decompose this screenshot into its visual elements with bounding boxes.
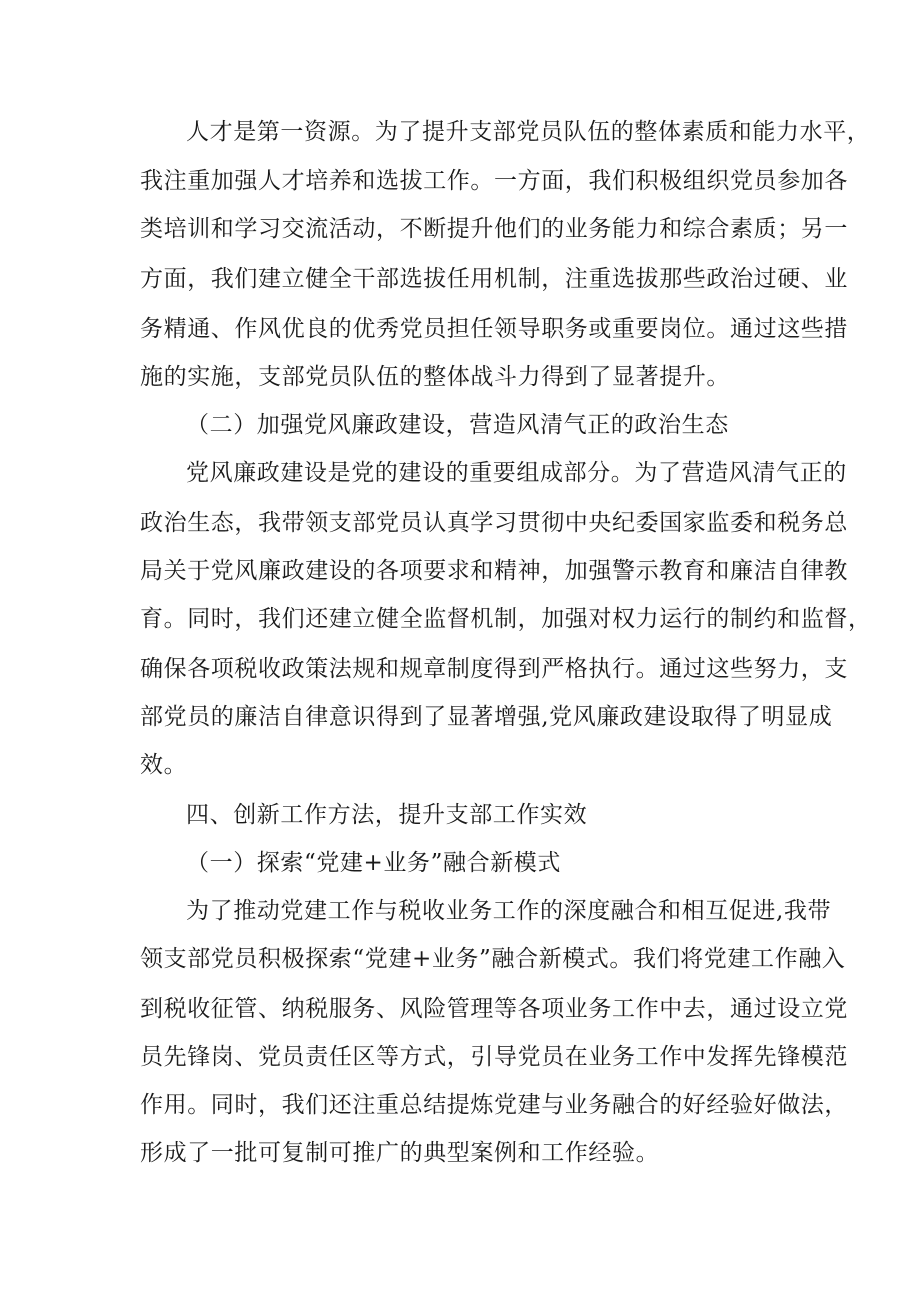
paragraph-2-line-3: 局关于党风廉政建设的各项要求和精神，加强警示教育和廉洁自律教 [140,558,848,584]
paragraph-2-line-1: 党风廉政建设是党的建设的重要组成部分。为了营造风清气正的 [186,460,847,486]
paragraph-3-line-4: 员先锋岗、党员责任区等方式，引导党员在业务工作中发挥先锋模范 [140,1044,848,1070]
paragraph-2-line-6: 部党员的廉洁自律意识得到了显著增强,党风廉政建设取得了明显成 [140,704,833,730]
paragraph-3-line-3: 到税收征管、纳税服务、风险管理等各项业务工作中去，通过设立党 [140,996,848,1022]
section-heading-2: （二）加强党风廉政建设，营造风清气正的政治生态 [186,412,729,438]
paragraph-2-line-2: 政治生态，我带领支部党员认真学习贯彻中央纪委国家监委和税务总 [140,510,848,536]
paragraph-1-line-4: 方面，我们建立健全干部选拔任用机制，注重选拔那些政治过硬、业 [140,266,848,292]
paragraph-2-line-5: 确保各项税收政策法规和规章制度得到严格执行。通过这些努力，支 [140,656,848,682]
paragraph-1-line-1: 人才是第一资源。为了提升支部党员队伍的整体素质和能力水平， [186,119,871,145]
section-heading-1: （一）探索“党建+业务”融合新模式 [186,850,561,876]
paragraph-2-line-4: 育。同时，我们还建立健全监督机制，加强对权力运行的制约和监督， [140,606,872,632]
paragraph-1-line-5: 务精通、作风优良的优秀党员担任领导职务或重要岗位。通过这些措 [140,316,848,342]
paragraph-3-line-1: 为了推动党建工作与税收业务工作的深度融合和相互促进,我带 [186,898,832,924]
paragraph-3-line-5: 作用。同时，我们还注重总结提炼党建与业务融合的好经验好做法， [140,1092,848,1118]
paragraph-2-line-7: 效。 [140,752,188,778]
paragraph-3-line-2: 领支部党员积极探索“党建+业务”融合新模式。我们将党建工作融入 [140,946,846,972]
chapter-heading-4: 四、创新工作方法，提升支部工作实效 [186,802,588,828]
paragraph-1-line-3: 类培训和学习交流活动，不断提升他们的业务能力和综合素质；另一 [140,216,848,242]
paragraph-1-line-6: 施的实施，支部党员队伍的整体战斗力得到了显著提升。 [140,364,730,390]
paragraph-1-line-2: 我注重加强人才培养和选拔工作。一方面，我们积极组织党员参加各 [140,168,848,194]
paragraph-3-line-6: 形成了一批可复制可推广的典型案例和工作经验。 [140,1140,660,1166]
